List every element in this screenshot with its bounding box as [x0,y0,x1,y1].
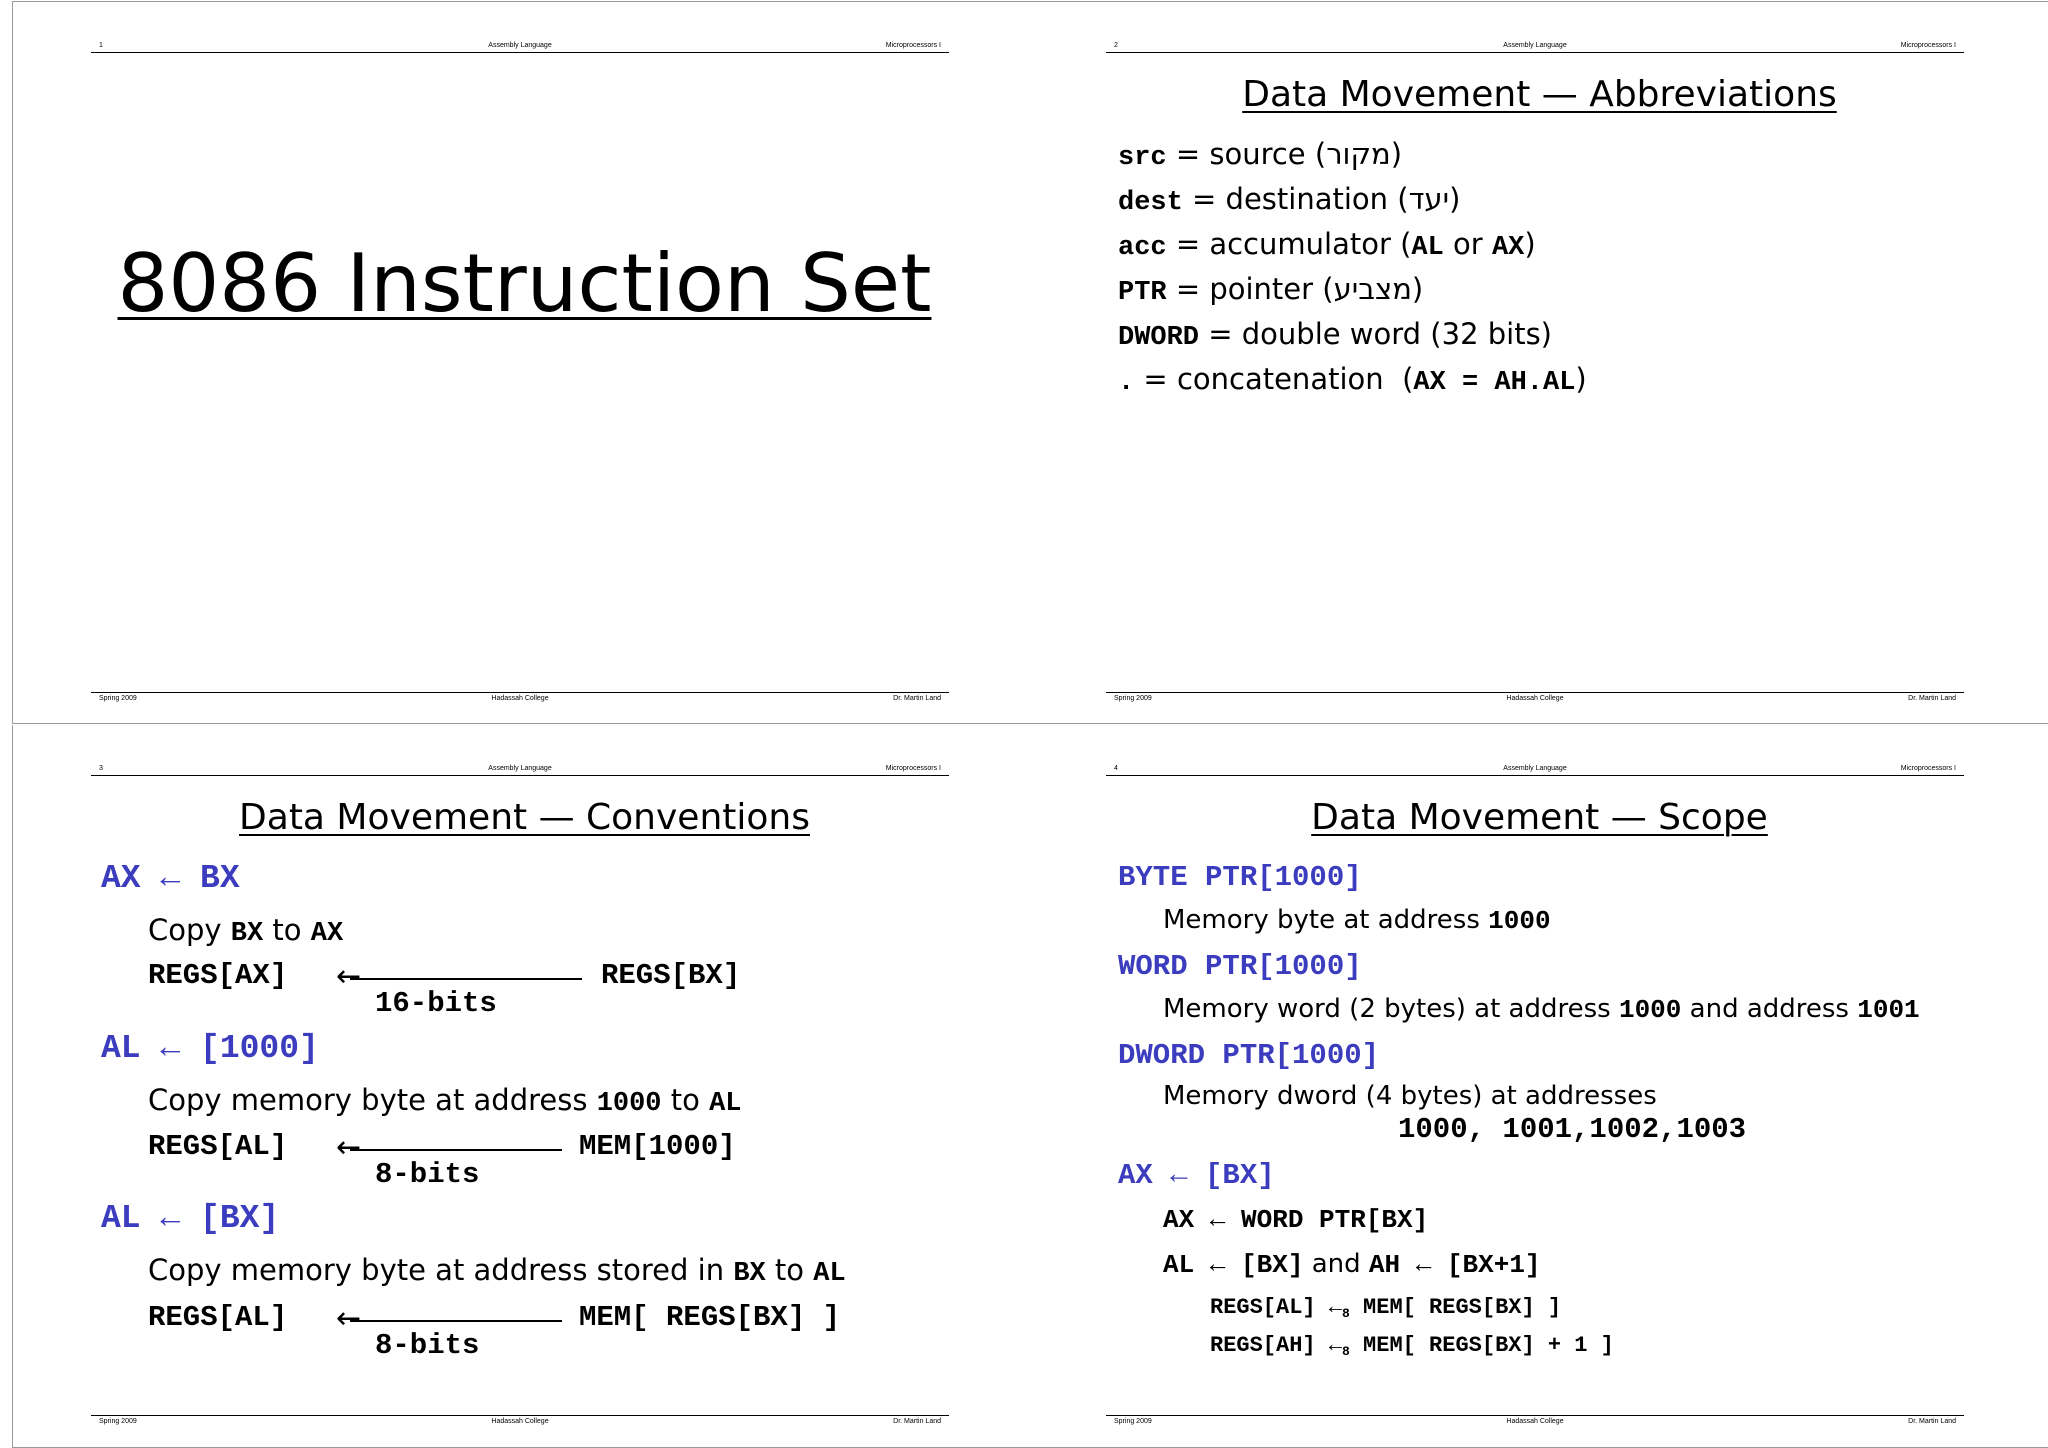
abbrev-term: PTR [1118,278,1167,308]
transfer-arrow-line [350,1320,562,1322]
scope-byte-desc [1163,905,1551,936]
header-course: Assembly Language [488,42,552,49]
abbrev-def: = pointer (מצביע) [1166,272,1424,306]
scope-dword-desc: Memory dword (4 bytes) at addresses [1163,1081,1657,1111]
slide-2 [1028,1,2048,724]
left-arrow-icon: ← [336,959,362,994]
desc-text: to [765,1253,814,1287]
footer-term: Spring 2009 [99,695,137,702]
desc-text: and address [1681,994,1858,1024]
desc-text: Copy memory byte at address [148,1083,597,1117]
convention-desc [148,1083,741,1119]
abbrev-term: dest [1118,188,1183,218]
slide-1 [12,1,1035,724]
convention-head: AL ← [1000] [101,1030,319,1067]
footer-term: Spring 2009 [1114,695,1152,702]
desc-text: to [263,913,311,947]
desc-code: AL ← [BX] [1163,1250,1304,1280]
slide-footer [1106,1415,1964,1428]
convention-desc [148,913,343,949]
header-subject: Microprocessors I [885,765,941,772]
slide-header [1106,763,1964,776]
scope-dword-addresses: 1000, 1001,1002,1003 [1398,1113,1747,1146]
desc-code: BX [230,919,264,949]
abbrev-def: = double word (32 bits) [1199,317,1552,351]
scope-ax-head: AX ← [BX] [1118,1159,1275,1192]
abbrev-dword [1118,317,1552,353]
scope-regs-al [1210,1295,1561,1321]
transfer-src: MEM[ REGS[BX] ] [579,1301,841,1334]
desc-code: BX [733,1259,766,1289]
footer-term: Spring 2009 [99,1418,137,1425]
abbrev-def: or [1443,227,1492,261]
header-course: Assembly Language [1503,42,1567,49]
footer-institution: Hadassah College [1506,1418,1564,1425]
scope-al-ah-line [1163,1249,1541,1280]
desc-code: 1001 [1857,995,1920,1025]
transfer-src: REGS[BX] [601,959,741,992]
header-subject: Microprocessors I [1900,765,1956,772]
footer-institution: Hadassah College [491,695,549,702]
transfer-width: 8-bits [375,1329,480,1362]
desc-code: AL [813,1259,846,1289]
left-arrow-icon: ← [336,1130,362,1165]
slide-4 [1028,725,2048,1448]
desc-code: REGS[AL] ← [1210,1295,1343,1320]
header-subject: Microprocessors I [885,42,941,49]
desc-text: to [661,1083,710,1117]
transfer-width: 8-bits [375,1158,480,1191]
footer-author: Dr. Martin Land [1908,695,1956,702]
convention-desc [148,1253,846,1289]
abbrev-src [1118,137,1402,173]
header-course: Assembly Language [488,765,552,772]
slide-title: Data Movement — Scope [1311,797,1768,838]
desc-code: AL [709,1089,742,1119]
header-subject: Microprocessors I [1900,42,1956,49]
abbrev-def: ) [1524,227,1536,261]
slide-title: 8086 Instruction Set [117,237,932,330]
desc-code: AX [310,919,344,949]
header-course: Assembly Language [1503,765,1567,772]
slide-header [1106,40,1964,53]
slide-3 [12,725,1035,1448]
desc-text: Memory byte at address [1163,905,1489,935]
slide-footer [91,1415,949,1428]
slide-footer [1106,692,1964,705]
abbrev-term: DWORD [1118,323,1200,353]
abbrev-term: . [1118,368,1135,398]
scope-ax-line: AX ← WORD PTR[BX] [1163,1205,1429,1235]
scope-word-head: WORD PTR[1000] [1118,950,1362,983]
footer-author: Dr. Martin Land [893,1418,941,1425]
abbrev-def: = concatenation ( [1134,362,1414,396]
desc-code: 1000 [596,1089,662,1119]
desc-code: AH ← [BX+1] [1368,1250,1541,1280]
slide-number: 1 [99,42,103,49]
slide-header [91,763,949,776]
slide-number: 4 [1114,765,1118,772]
convention-head: AX ← BX [101,860,240,897]
transfer-arrow-line [350,978,582,980]
scope-regs-ah [1210,1333,1614,1359]
desc-code: 1000 [1618,995,1682,1025]
transfer-dest: REGS[AL] [148,1130,288,1163]
desc-code: 1000 [1488,906,1551,936]
abbrev-term: acc [1118,233,1167,263]
slide-number: 3 [99,765,103,772]
footer-institution: Hadassah College [491,1418,549,1425]
abbrev-code: AX = AH.AL [1413,368,1576,398]
footer-author: Dr. Martin Land [1908,1418,1956,1425]
abbrev-concat [1118,362,1587,398]
transfer-arrow-line [350,1149,562,1151]
scope-word-desc [1163,994,1920,1025]
desc-text: Memory word (2 bytes) at address [1163,994,1619,1024]
desc-text: Copy memory byte at address stored in [148,1253,734,1287]
slide-header [91,40,949,53]
desc-code: MEM[ REGS[BX] ] [1349,1295,1562,1320]
abbrev-dest [1118,182,1460,218]
transfer-src: MEM[1000] [579,1130,736,1163]
abbrev-reg: AL [1411,233,1444,263]
desc-code: MEM[ REGS[BX] + 1 ] [1349,1333,1614,1358]
slide-title: Data Movement — Abbreviations [1242,74,1837,115]
desc-text: and [1303,1249,1369,1279]
left-arrow-icon: ← [336,1301,362,1336]
slide-number: 2 [1114,42,1118,49]
abbrev-def: = source (מקור) [1166,137,1403,171]
abbrev-term: src [1118,143,1167,173]
abbrev-def: = accumulator ( [1166,227,1412,261]
abbrev-def: = destination (יעד) [1182,182,1461,216]
abbrev-def: ) [1575,362,1587,396]
width-subscript: 8 [1342,1306,1350,1321]
transfer-dest: REGS[AX] [148,959,288,992]
transfer-dest: REGS[AL] [148,1301,288,1334]
abbrev-acc [1118,227,1536,263]
footer-term: Spring 2009 [1114,1418,1152,1425]
desc-text: Copy [148,913,231,947]
abbrev-reg: AX [1491,233,1525,263]
transfer-width: 16-bits [375,987,497,1020]
desc-code: REGS[AH] ← [1210,1333,1343,1358]
footer-institution: Hadassah College [1506,695,1564,702]
scope-byte-head: BYTE PTR[1000] [1118,861,1362,894]
abbrev-ptr [1118,272,1423,308]
width-subscript: 8 [1342,1344,1350,1359]
scope-dword-head: DWORD PTR[1000] [1118,1039,1380,1072]
slide-footer [91,692,949,705]
slide-title: Data Movement — Conventions [239,797,810,838]
footer-author: Dr. Martin Land [893,695,941,702]
convention-head: AL ← [BX] [101,1200,280,1237]
